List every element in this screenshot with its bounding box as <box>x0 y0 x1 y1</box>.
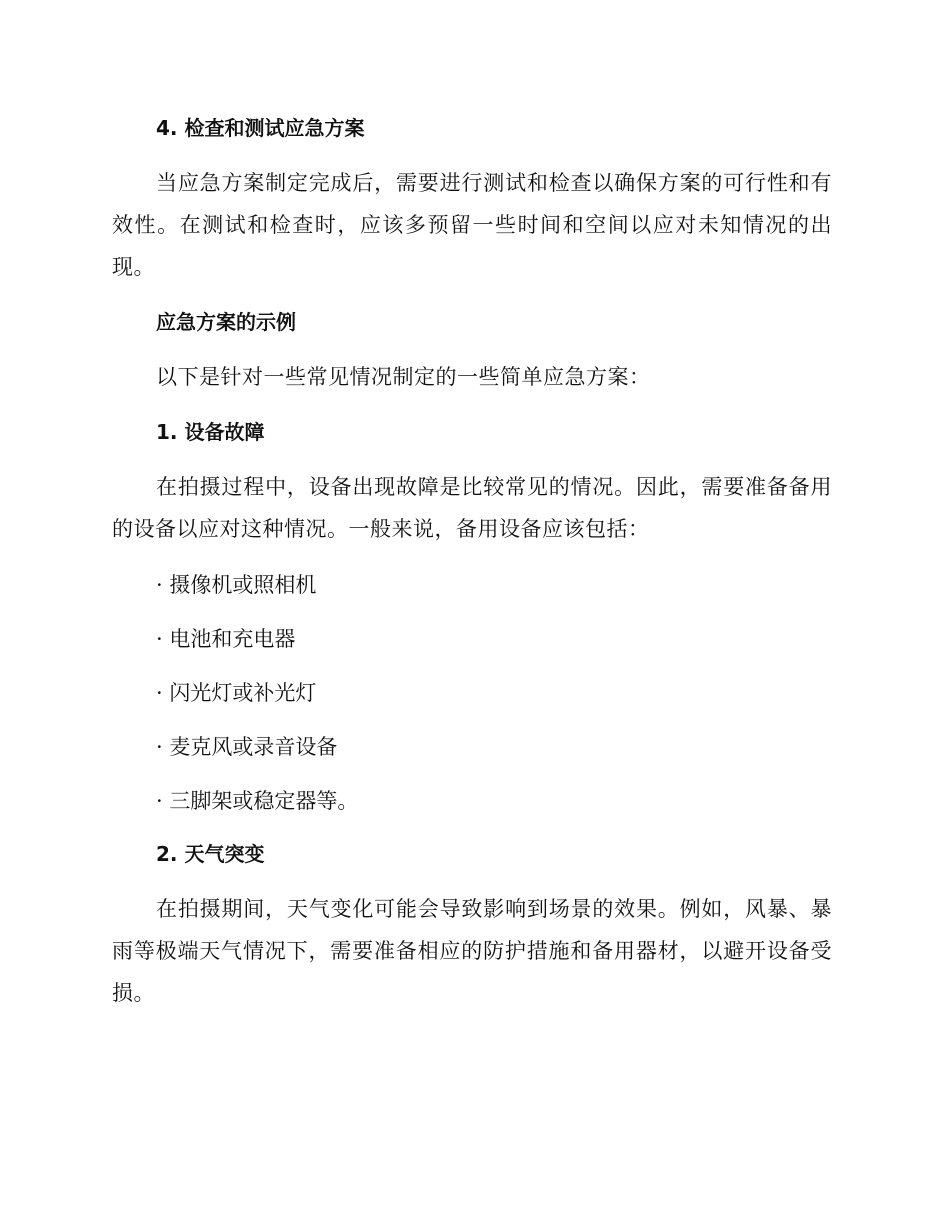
list-item: · 三脚架或稳定器等。 <box>156 789 359 813</box>
section-heading-examples: 应急方案的示例 <box>156 310 296 334</box>
list-item: · 麦克风或录音设备 <box>156 735 338 759</box>
list-item: · 闪光灯或补光灯 <box>156 681 317 705</box>
document-body <box>112 108 832 1014</box>
paragraph-equipment-failure: 在拍摄过程中，设备出现故障是比较常见的情况。因此，需要准备备用的设备以应对这种情况。一般来说，备用设备应该包括： <box>112 475 832 541</box>
list-item: · 摄像机或照相机 <box>156 573 317 597</box>
paragraph-examples-intro: 以下是针对一些常见情况制定的一些简单应急方案： <box>156 365 651 389</box>
section-heading-weather-change: 2. 天气突变 <box>156 842 265 866</box>
section-heading-equipment-failure: 1. 设备故障 <box>156 420 265 444</box>
list-item: · 电池和充电器 <box>156 627 296 651</box>
paragraph-weather-change: 在拍摄期间，天气变化可能会导致影响到场景的效果。例如，风暴、暴雨等极端天气情况下，需要准备相应的防护措施和备用器材，以避开设备受损。 <box>112 897 832 1005</box>
section-heading-test-plan: 4. 检查和测试应急方案 <box>156 116 365 140</box>
paragraph-test-plan: 当应急方案制定完成后，需要进行测试和检查以确保方案的可行性和有效性。在测试和检查时，应该多预留一些时间和空间以应对未知情况的出现。 <box>112 171 832 279</box>
